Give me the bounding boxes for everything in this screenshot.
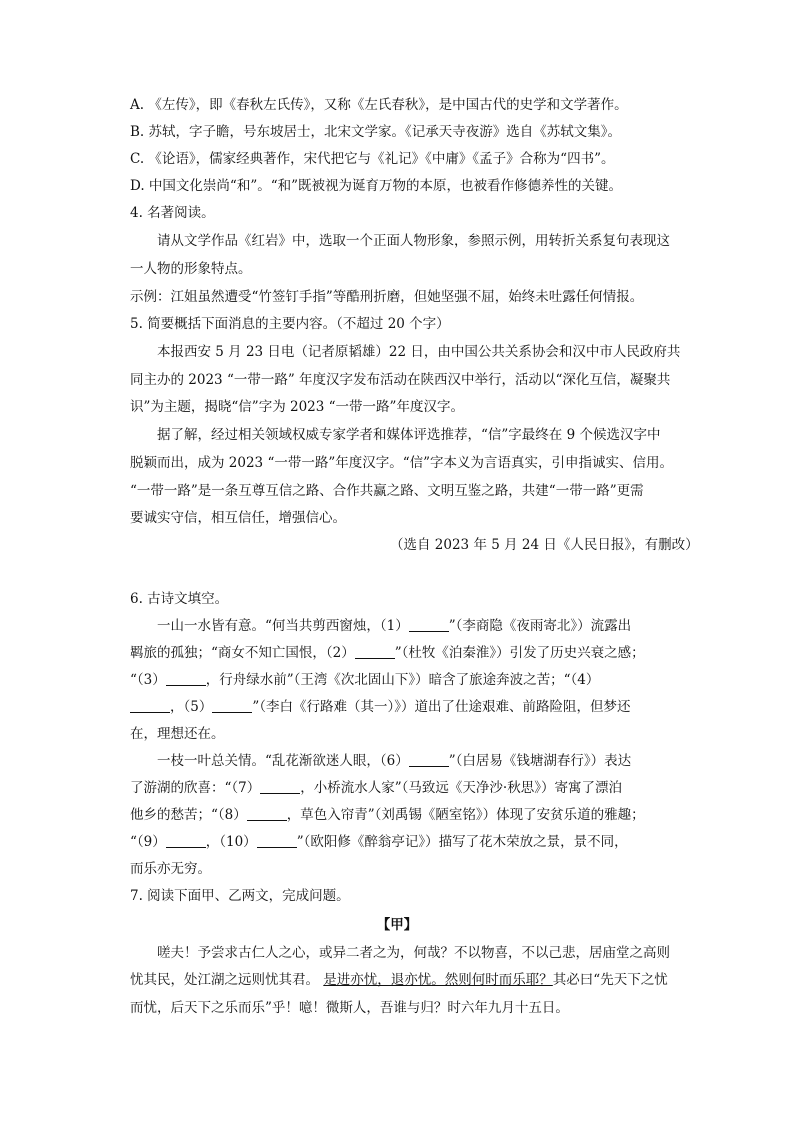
- q5-para2-line3: “一带一路”是一条互尊互信之路、合作共赢之路、文明互鉴之路，共建“一带一路”更需: [130, 483, 644, 499]
- q6-line7: 了游湖的欣喜：“（7） ，小桥流水人家”（马致远《天净沙·秋思》）寄寓了漂泊: [130, 780, 622, 796]
- q5-para1-line2: 同主办的 2023 “一带一路” 年度汉字发布活动在陕西汉中举行，活动以“深化互信，凝聚共: [130, 372, 671, 388]
- q4-title: 4. 名著阅读。: [130, 205, 215, 221]
- q6-line4: ，（5） ”（李白《行路难（其一）》）道出了仕途艰难、前路险阻，但梦还: [130, 697, 631, 717]
- q7-jia-line1: 嗟夫！予尝求古仁人之心，或异二者之为，何哉？不以物喜，不以己悲，居庙堂之高则: [157, 945, 670, 961]
- q5-para1-line1: 本报西安 5 月 23 日电（记者原韬雄）22 日，由中国公共关系协会和汉中市人民政府共: [157, 344, 681, 360]
- blank-7[interactable]: [260, 779, 300, 794]
- blank-1[interactable]: [409, 617, 449, 632]
- q4-prompt-line2: 一人物的形象特点。: [130, 261, 252, 277]
- q5-para2-line4: 要诚实守信，相互信任，增强信心。: [130, 510, 346, 526]
- q4-example: 示例：江姐虽然遭受“竹签钉手指”等酷刑折磨，但她坚强不屈，始终未吐露任何情报。: [130, 289, 644, 305]
- blank-9[interactable]: [166, 833, 206, 848]
- option-a: A. 《左传》，即《春秋左氏传》，又称《左氏春秋》，是中国古代的史学和文学著作。: [130, 97, 628, 113]
- underlined-sentence: 是进亦忧，退亦忧。然则何时而乐耶？: [323, 972, 553, 988]
- q6-title: 6. 古诗文填空。: [130, 591, 229, 607]
- q7-heading-jia: 【甲】: [376, 917, 418, 933]
- q6-line3: “（3） ，行舟绿水前”（王湾《次北固山下》）暗含了旅途奔波之苦；“（4）: [130, 672, 600, 688]
- blank-4[interactable]: [130, 698, 170, 713]
- blank-5[interactable]: [212, 698, 252, 713]
- blank-2[interactable]: [355, 644, 395, 659]
- q6-line8: 他乡的愁苦；“（8） ，草色入帘青”（刘禹锡《陋室铭》）体现了安贫乐道的雅趣；: [130, 807, 645, 823]
- blank-3[interactable]: [166, 671, 206, 686]
- blank-6[interactable]: [409, 752, 449, 767]
- option-d: D. 中国文化崇尚“和”。“和”既被视为诞育万物的本原，也被看作修德养性的关键。: [130, 178, 623, 194]
- q6-line10: 而乐亦无穷。: [130, 861, 211, 877]
- q7-jia-line3: 而忧，后天下之乐而乐”乎！噫！微斯人，吾谁与归？时六年九月十五日。: [130, 1000, 569, 1016]
- q5-para2-line1: 据了解，经过相关领域权威专家学者和媒体评选推荐，“信”字最终在 9 个候选汉字中: [157, 427, 661, 443]
- blank-10[interactable]: [257, 833, 297, 848]
- q6-line6: 一枝一叶总关情。“乱花渐欲迷人眼，（6） ”（白居易《钱塘湖春行》）表达: [157, 753, 632, 769]
- q7-jia-line2: 忧其民，处江湖之远则忧其君。 是进亦忧，退亦忧。然则何时而乐耶？其必曰“先天下之忧: [130, 972, 668, 988]
- blank-8[interactable]: [247, 806, 287, 821]
- q5-para1-line3: 识”为主题，揭晓“信”字为 2023 “一带一路”年度汉字。: [130, 399, 464, 415]
- q4-prompt-line1: 请从文学作品《红岩》中，选取一个正面人物形象，参照示例，用转折关系复句表现这: [157, 233, 670, 249]
- q6-line9: “（9） ，（10） ”（欧阳修《醉翁亭记》）描写了花木荣放之景，景不同，: [130, 834, 628, 850]
- option-c: C. 《论语》，儒家经典著作，宋代把它与《礼记》《中庸》《孟子》合称为“四书”。: [130, 151, 615, 167]
- q5-title: 5. 简要概括下面消息的主要内容。（不超过 20 个字）: [130, 316, 450, 332]
- q6-line1: 一山一水皆有意。“何当共剪西窗烛，（1） ”（李商隐《夜雨寄北》）流露出: [157, 618, 632, 634]
- q5-para2-line2: 脱颖而出，成为 2023 “一带一路”年度汉字。“信”字本义为言语真实，引申指诚实、信用。: [130, 455, 674, 471]
- q7-title: 7. 阅读下面甲、乙两文，完成问题。: [130, 888, 350, 904]
- q6-line5: 在，理想还在。: [130, 726, 225, 742]
- q6-line2: 羁旅的孤独；“商女不知亡国恨，（2） ”（杜牧《泊秦淮》）引发了历史兴衰之感；: [130, 645, 645, 661]
- q5-source: （选自 2023 年 5 月 24 日《人民日报》，有删改）: [390, 537, 699, 553]
- option-b: B. 苏轼，字子瞻，号东坡居士，北宋文学家。《记承天寺夜游》选自《苏轼文集》。: [130, 124, 622, 140]
